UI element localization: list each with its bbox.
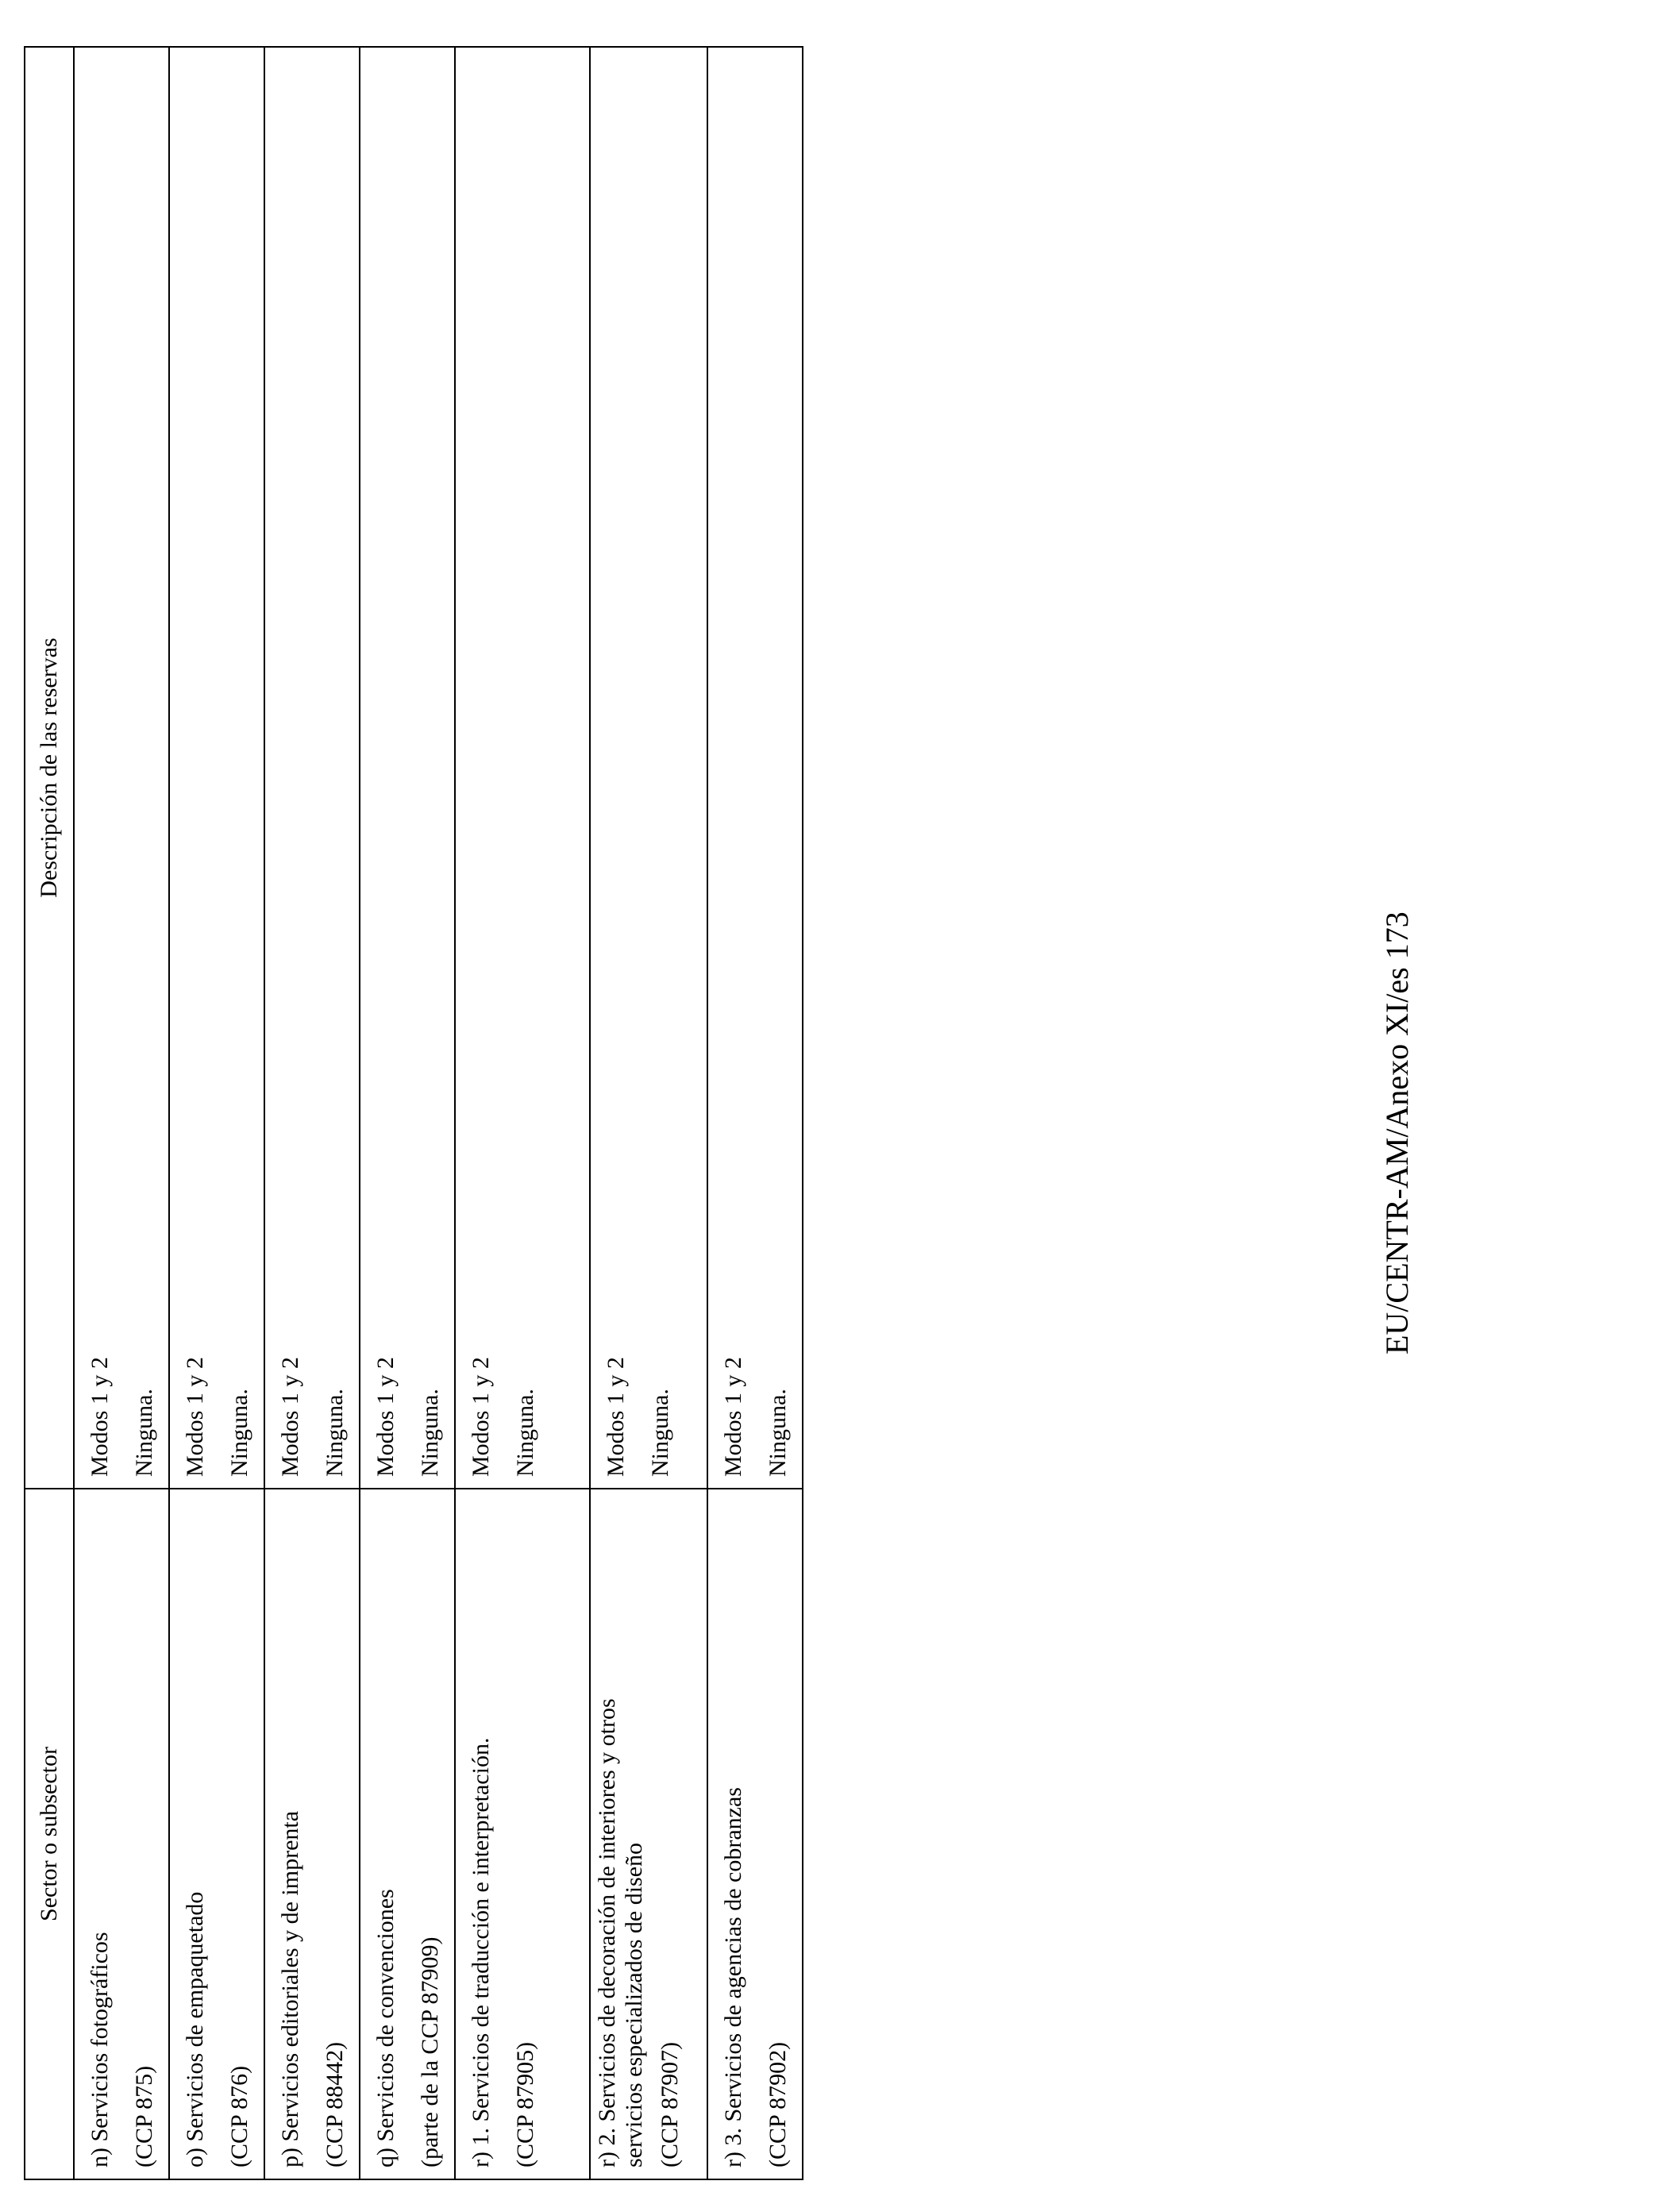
sector-text: n) Servicios fotográficos — [87, 1932, 113, 2167]
description-text: Modos 1 y 2 — [277, 1357, 303, 1477]
sector-text: servicios especializados de diseño — [621, 1842, 647, 2167]
reservations-table — [24, 46, 803, 2180]
description-text: Modos 1 y 2 — [468, 1357, 494, 1477]
description-text: Modos 1 y 2 — [603, 1357, 629, 1477]
description-text: Modos 1 y 2 — [372, 1357, 399, 1477]
description-text: Modos 1 y 2 — [182, 1357, 208, 1477]
table-row — [707, 47, 803, 2179]
sector-cell — [360, 1489, 455, 2179]
description-cell — [360, 47, 455, 1489]
sector-text: q) Servicios de convenciones — [372, 1889, 399, 2167]
sector-text: r) 2. Servicios de decoración de interiores y otros — [594, 1698, 620, 2167]
description-text: Ninguna. — [417, 1389, 443, 1477]
description-text: Ninguna. — [765, 1389, 791, 1477]
description-text: Ninguna. — [226, 1389, 252, 1477]
sector-cell — [455, 1489, 590, 2179]
table-row — [169, 47, 264, 2179]
table-row — [360, 47, 455, 2179]
description-cell — [707, 47, 803, 1489]
sector-text: (parte de la CCP 87909) — [417, 1936, 443, 2167]
table-body — [74, 47, 803, 2179]
sector-cell — [169, 1489, 264, 2179]
header-description: Descripción de las reservas — [25, 47, 74, 1489]
sector-text: (CCP 87905) — [512, 2041, 538, 2167]
sector-text: r) 1. Servicios de traducción e interpretación. — [468, 1737, 494, 2167]
header-sector: Sector o subsector — [25, 1489, 74, 2179]
description-text: Modos 1 y 2 — [720, 1357, 746, 1477]
description-text: Ninguna. — [647, 1389, 673, 1477]
sector-text: p) Servicios editoriales y de imprenta — [277, 1810, 303, 2167]
description-cell — [169, 47, 264, 1489]
sector-cell — [74, 1489, 169, 2179]
sector-text: (CCP 875) — [131, 2065, 157, 2167]
table-row — [590, 47, 707, 2179]
rotated-page-content — [24, 48, 794, 2180]
sector-cell — [707, 1489, 803, 2179]
description-text: Ninguna. — [512, 1389, 538, 1477]
table-row — [264, 47, 360, 2179]
table-header-row — [25, 47, 74, 2179]
sector-cell — [264, 1489, 360, 2179]
description-cell — [74, 47, 169, 1489]
description-text: Ninguna. — [322, 1389, 348, 1477]
description-text: Ninguna. — [131, 1389, 157, 1477]
description-cell — [590, 47, 707, 1489]
table-row — [455, 47, 590, 2179]
sector-text: (CCP 87907) — [657, 2041, 683, 2167]
sector-text: o) Servicios de empaquetado — [182, 1891, 208, 2167]
description-cell — [264, 47, 360, 1489]
page-reference: EU/CENTR-AM/Anexo XI/es 173 — [1379, 911, 1415, 1354]
sector-text: (CCP 876) — [226, 2065, 252, 2167]
table-row — [74, 47, 169, 2179]
sector-text: (CCP 88442) — [322, 2041, 348, 2167]
description-text: Modos 1 y 2 — [87, 1357, 113, 1477]
description-cell — [455, 47, 590, 1489]
sector-cell — [590, 1489, 707, 2179]
sector-text: r) 3. Servicios de agencias de cobranzas — [720, 1787, 746, 2167]
sector-text: (CCP 87902) — [765, 2041, 791, 2167]
